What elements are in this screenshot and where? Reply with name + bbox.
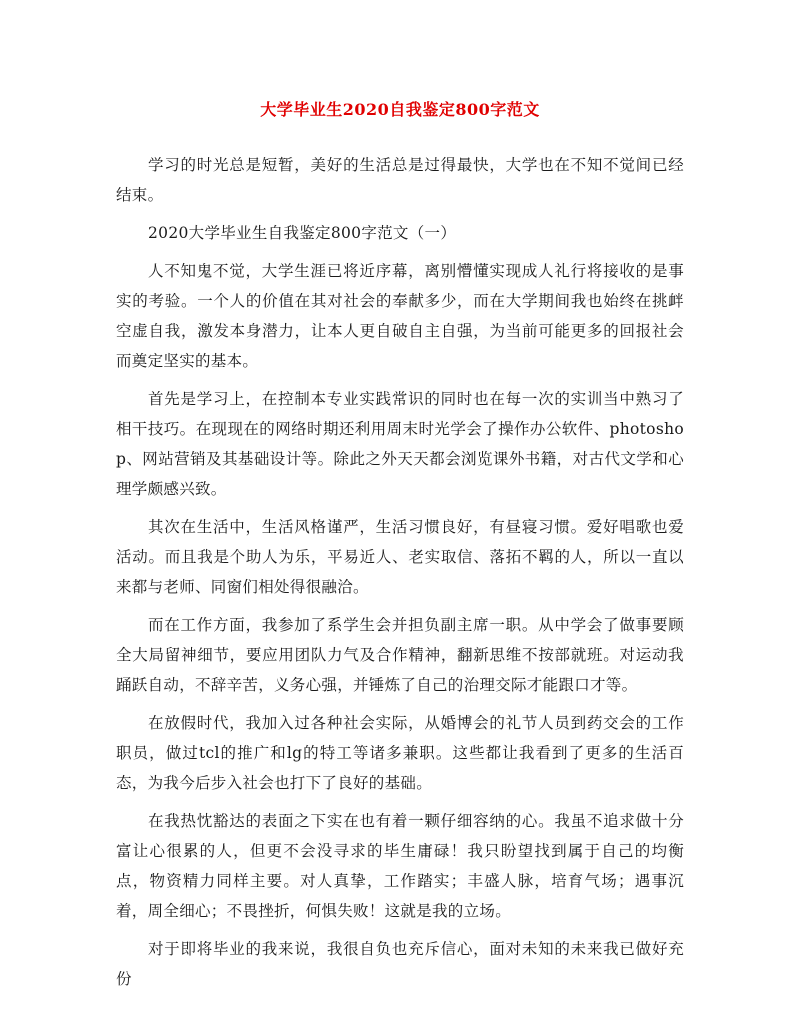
section-heading: 2020大学毕业生自我鉴定800字范文（一）	[148, 224, 457, 242]
paragraph-reflection: 人不知鬼不觉，大学生涯已将近序幕，离别懵懂实现成人礼行将接收的是事实的考验。一个人的价值在其对社会的奉献多少，而在大学期间我也始终在挑衅空虚自我，激发本身潜力，让本人更自破自主自强，为当前可能更多的回报社会而奠定坚实的基本。	[116, 262, 684, 370]
paragraph-character: 在我热忱豁达的表面之下实在也有着一颗仔细容纳的心。我虽不追求做十分富让心很累的人，但更不会没寻求的毕生庸碌！我只盼望找到属于自己的均衡点，物资精力同样主要。对人真挚，工作踏实；丰盛人脉，培育气场；遇事沉着，周全细心；不畏挫折，何惧失败！这就是我的立场。	[116, 812, 684, 920]
document-body	[116, 150, 684, 1002]
paragraph-practice: 在放假时代，我加入过各种社会实际，从婚博会的礼节人员到药交会的工作职员，做过tcl的推广和lg的特工等诸多兼职。这些都让我看到了更多的生活百态，为我今后步入社会也打下了良好的基础。	[116, 714, 684, 792]
document-title: 大学毕业生2020自我鉴定800字范文	[260, 100, 540, 119]
paragraph-study: 首先是学习上，在控制本专业实践常识的同时也在每一次的实训当中熟习了相干技巧。在现现在的网络时期还利用周末时光学会了操作办公软件、photoshop、网站营销及其基础设计等。除此之外天天都会浏览课外书籍，对古代文学和心理学颇感兴致。	[116, 390, 684, 498]
paragraph-future: 对于即将毕业的我来说，我很自负也充斥信心，面对未知的未来我已做好充份	[116, 940, 684, 988]
paragraph-intro: 学习的时光总是短暂，美好的生活总是过得最快，大学也在不知不觉间已经结束。	[116, 156, 684, 204]
paragraph-work: 而在工作方面，我参加了系学生会并担负副主席一职。从中学会了做事要顾全大局留神细节，要应用团队力气及合作精神，翻新思维不按部就班。对运动我踊跃自动，不辞辛苦，义务心强，并锤炼了自己的治理交际才能跟口才等。	[116, 616, 684, 694]
paragraph-life: 其次在生活中，生活风格谨严，生活习惯良好，有昼寝习惯。爱好唱歌也爱活动。而且我是个助人为乐，平易近人、老实取信、落拓不羁的人，所以一直以来都与老师、同窗们相处得很融洽。	[116, 518, 684, 596]
